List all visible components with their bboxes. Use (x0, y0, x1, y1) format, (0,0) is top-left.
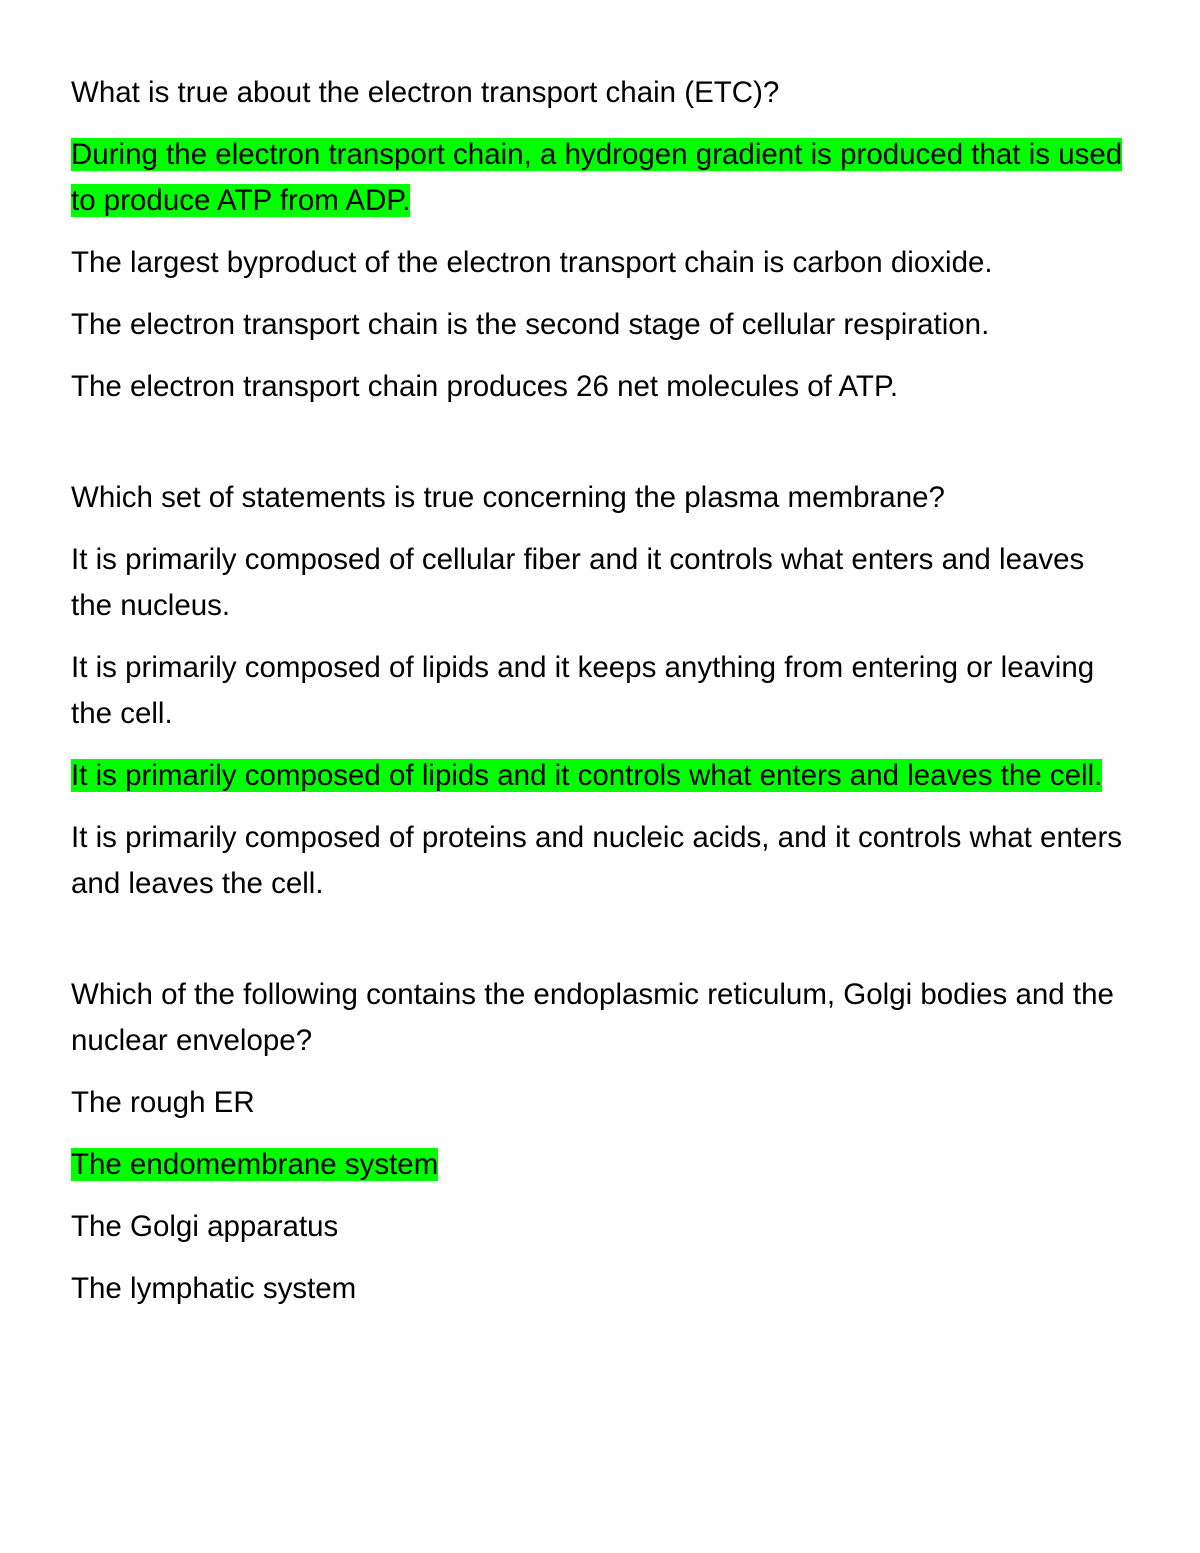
question-block (71, 70, 1131, 410)
question-block (71, 475, 1131, 907)
answer-option (71, 132, 1131, 224)
answer-option: The lymphatic system (71, 1272, 357, 1305)
answer-option: It is primarily composed of lipids and it keeps anything from entering or leaving the cell. (71, 651, 1095, 730)
question-prompt: Which of the following contains the endoplasmic reticulum, Golgi bodies and the nuclear envelope? (71, 978, 1114, 1057)
answer-option: The Golgi apparatus (71, 1210, 339, 1243)
question-prompt: What is true about the electron transport chain (ETC)? (71, 76, 780, 109)
question-prompt: Which set of statements is true concerning the plasma membrane? (71, 481, 945, 514)
answer-option: The largest byproduct of the electron transport chain is carbon dioxide. (71, 246, 993, 279)
correct-answer-highlight: It is primarily composed of lipids and it controls what enters and leaves the cell. (71, 759, 1103, 792)
question-block (71, 972, 1131, 1312)
document-page (71, 70, 1131, 1377)
answer-option (71, 1142, 1131, 1188)
answer-option: It is primarily composed of cellular fiber and it controls what enters and leaves the nucleus. (71, 543, 1085, 622)
correct-answer-highlight: The endomembrane system (71, 1148, 439, 1181)
answer-option: It is primarily composed of proteins and nucleic acids, and it controls what enters and leaves the cell. (71, 821, 1123, 900)
answer-option: The electron transport chain produces 26 net molecules of ATP. (71, 370, 899, 403)
correct-answer-highlight: During the electron transport chain, a hydrogen gradient is produced that is used to produce ATP from ADP. (71, 138, 1123, 217)
answer-option: The rough ER (71, 1086, 255, 1119)
answer-option: The electron transport chain is the second stage of cellular respiration. (71, 308, 990, 341)
answer-option (71, 753, 1131, 799)
